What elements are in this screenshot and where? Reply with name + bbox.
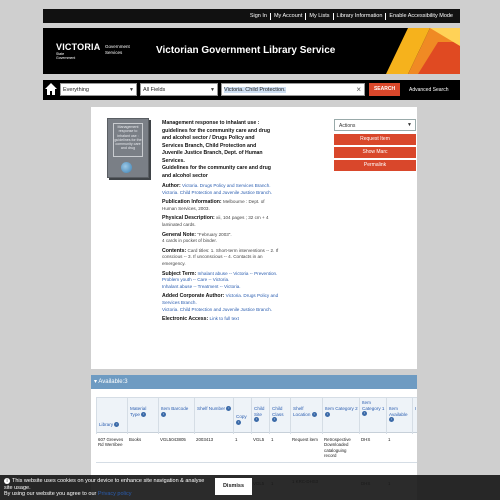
title-line: and alcohol sector [162,172,208,179]
author-link[interactable]: Victoria. Drugs Policy and Services Branch. [182,183,271,188]
logo-state: State [56,52,65,56]
title-line: guidelines for the community care and drug [162,127,271,134]
cell-item-category-2: Retrospective Downloaded cataloguing record [324,437,351,459]
sort-icon: ↕ [326,411,329,416]
sign-in-link[interactable]: Sign In [249,12,267,19]
search-button[interactable]: SEARCH [369,83,400,96]
contents-value: Card titles: 1. Short-term interventions -- 2. If [187,247,279,253]
contents-field [162,248,326,268]
search-query: Victoria. Child Protection. [224,87,286,93]
sort-icon: ↕ [390,417,393,422]
publication-field [162,199,326,212]
my-lists-link[interactable]: My Lists [305,13,332,20]
sort-icon: ↕ [363,411,366,416]
cell-barcode: VGL5043805 [160,437,186,442]
title-line: and alcohol sector / Drugs Policy and [162,135,255,141]
column-header[interactable] [96,398,126,434]
column-header[interactable] [251,398,268,434]
contents-value: emergency. [162,260,186,266]
header-decoration [378,28,460,74]
general-note-value: "February 2003". [197,231,232,237]
sort-icon: ↕ [255,417,258,422]
search-input[interactable] [221,83,365,96]
author-link[interactable]: Victoria. Child Protection and Juvenile Justice Branch. [162,189,272,195]
electronic-access-label: Electronic Access: [162,316,209,323]
site-header [43,28,460,74]
column-label: Child Class [272,406,284,417]
column-label: Child Site [254,406,265,417]
publication-value: Human Services, 2003. [162,205,210,211]
table-row [96,433,417,463]
search-bar [43,80,460,100]
title-line: Management response to inhalant use : [162,120,260,126]
subject-term-label: Subject Term: [162,270,197,277]
info-icon: i [4,478,10,484]
general-note-label: General Note: [162,231,197,238]
logo-government: Government [56,56,76,60]
sort-icon: ↕ [116,422,118,427]
physical-description-field [162,215,326,228]
search-scope-value: Everything [63,87,89,93]
chevron-down-icon: ▼ [407,122,412,128]
corporate-author-field [162,293,326,313]
advanced-search-link[interactable]: Advanced Search [409,87,449,93]
book-cover-image [107,118,149,178]
column-header[interactable] [412,398,417,434]
record-title [162,120,326,180]
cookie-text: site usage. [4,484,31,491]
physical-description-value: xii, 104 pages ; 32 cm + 4 [216,215,269,221]
top-navigation [43,9,460,23]
subject-term-field [162,271,326,291]
book-cover-text: Management response to inhalant use : guidelines for the community care and drug [113,123,143,157]
privacy-policy-link[interactable]: Privacy policy [97,491,132,497]
subject-term-link[interactable]: Inhalant abuse -- Victoria -- Prevention. [197,270,278,276]
column-label: Shelf Location [293,406,311,417]
general-note-field [162,232,326,245]
column-label: Item Available [389,406,408,417]
column-header[interactable] [269,398,289,434]
publication-value: Melbourne : Dept. of [222,199,265,205]
sort-icon: ↕ [313,411,315,416]
full-text-link[interactable]: Link to full text [209,316,239,322]
subject-term-link[interactable]: Problem youth -- Care -- Victoria. [162,277,230,283]
column-header[interactable] [194,398,232,434]
accessibility-mode-link[interactable]: Enable Accessibility Mode [385,13,456,20]
physical-description-value: laminated cards. [162,221,196,227]
sort-icon: ↕ [228,406,230,411]
column-header[interactable] [127,398,157,434]
column-label: Copy [236,414,247,419]
contents-label: Contents: [162,247,187,254]
column-label: I [415,406,417,411]
actions-select-value: Actions [339,123,356,129]
chevron-down-icon: ▼ [210,87,215,93]
actions-select[interactable] [334,119,416,131]
sort-icon: ↕ [237,419,240,424]
logo-wordmark: VICTORIA [56,42,101,52]
author-field [162,183,326,196]
column-header[interactable] [233,398,250,434]
corporate-author-link[interactable]: Victoria. Child Protection and Juvenile Justice Branch. [162,306,272,312]
publication-label: Publication Information: [162,199,222,206]
record-details [162,120,326,323]
search-field-value: All Fields [143,87,166,93]
victoria-logo[interactable] [56,42,101,62]
physical-description-label: Physical Description: [162,215,215,222]
general-note-value: 4 cards in pocket of binder. [162,238,217,244]
cell-item-available: 1 [388,437,391,442]
column-label: Item Barcode [161,406,189,411]
title-line: Guidelines for the community care and drug [162,165,271,171]
sort-icon: ↕ [273,417,276,422]
column-label: Library [99,422,114,427]
government-services-label [105,44,130,55]
column-label: Shelf Number [197,406,226,411]
cell-library: 607 Greeves Rd Werribee [98,437,124,448]
cookie-text: By using our website you agree to our [4,491,97,497]
cell-child-class: 1 [271,437,274,442]
cell-child-site: VGL5 [253,437,265,442]
available-section-header[interactable] [91,375,417,389]
site-title: Victorian Government Library Service [156,45,336,56]
collapse-triangle-icon: ▾ [94,379,99,385]
show-marc-button[interactable]: Show Marc [334,147,416,158]
title-line: Services. [162,157,185,164]
title-line: Juvenile Justice Branch, Dept. of Human [162,150,263,156]
column-header[interactable] [322,398,358,434]
electronic-access-field [162,316,326,323]
home-icon[interactable] [44,82,58,96]
gov-line-1: Government [105,44,130,49]
request-item-button[interactable]: Request Item [334,134,416,145]
globe-icon [121,162,132,173]
column-label: Item Category 1 [362,400,385,411]
title-line: Services Branch, Child Protection and [162,142,257,149]
available-title: Available:3 [98,379,128,385]
column-header[interactable] [359,398,385,434]
library-information-link[interactable]: Library Information [333,13,386,20]
contents-value: conscious -- 3. If unconscious -- 4. Contacts in an [162,254,263,260]
cell-copy: 1 [235,437,238,442]
corporate-author-link[interactable]: Services Branch. [162,299,197,305]
permalink-button[interactable]: Permalink [334,160,416,171]
cell-item-category-1: DHS [361,437,371,442]
search-scope-select[interactable] [60,83,137,96]
column-header[interactable] [158,398,193,434]
corporate-author-link[interactable]: Victoria. Drugs Policy and [225,293,279,299]
sort-icon: ↕ [162,411,165,416]
cookie-text: This website uses cookies on your device to enhance site navigation & analyse [12,478,205,484]
corporate-author-label: Added Corporate Author: [162,293,225,300]
chevron-down-icon: ▼ [129,87,134,93]
my-account-link[interactable]: My Account [270,13,305,20]
cell-shelf-location: Request item [292,437,318,442]
column-header[interactable] [386,398,411,434]
subject-term-link[interactable]: Inhalant abuse -- Treatment -- Victoria. [162,283,241,289]
gov-line-2: Services [105,49,123,55]
column-label: Item Category 2 [325,406,358,411]
cell-material-type: Books [129,437,142,442]
search-field-select[interactable] [140,83,218,96]
column-header[interactable] [290,398,321,434]
sort-icon: ↕ [143,411,145,416]
cell-shelf-number: 2003413 [196,437,214,442]
clear-search-icon[interactable]: × [356,85,361,94]
column-label: Material Type [130,406,147,417]
author-label: Author: [162,183,181,189]
table-header [96,397,417,433]
dismiss-cookie-button[interactable]: Dismiss [215,478,252,495]
